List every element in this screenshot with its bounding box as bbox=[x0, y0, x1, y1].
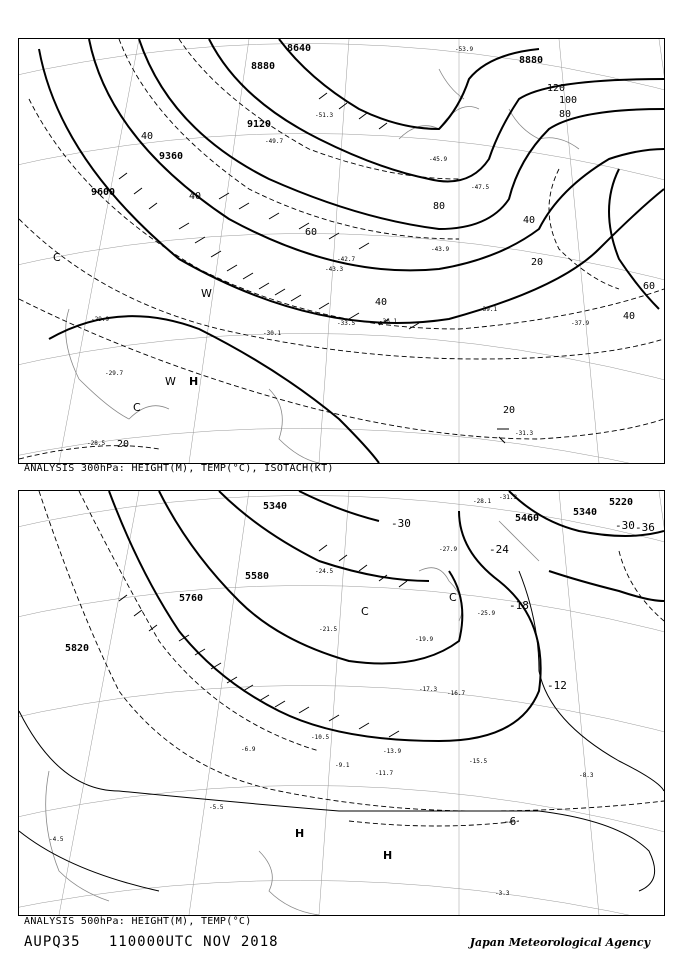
chart-code-line bbox=[24, 934, 279, 950]
isotach-label: 20 bbox=[117, 439, 130, 450]
temp-obs: -51.3 bbox=[315, 112, 334, 119]
temp-obs: -15.5 bbox=[469, 758, 488, 765]
pressure-centers bbox=[53, 251, 212, 414]
height-label: 8640 bbox=[287, 43, 312, 54]
temp-obs: -28.5 bbox=[87, 440, 106, 447]
center-h: H bbox=[189, 375, 199, 388]
temp-obs: -29.9 bbox=[91, 316, 110, 323]
graticule bbox=[19, 491, 664, 915]
height-label: 9360 bbox=[159, 151, 184, 162]
temp-contour-label: -30 bbox=[391, 517, 411, 530]
map-300hpa-svg bbox=[19, 39, 664, 463]
height-label: 5580 bbox=[245, 571, 270, 582]
temp-obs: -29.7 bbox=[105, 370, 124, 377]
agency-name: Japan Meteorological Agency bbox=[469, 936, 650, 949]
isotach-label: 20 bbox=[503, 405, 516, 416]
analysis-300hpa-map bbox=[18, 38, 665, 464]
isotach-label: 120 bbox=[547, 83, 566, 94]
temp-obs: -4.5 bbox=[49, 836, 64, 843]
temp-obs: -17.3 bbox=[419, 686, 438, 693]
temperature-dashed bbox=[39, 491, 664, 826]
height-label: 5760 bbox=[179, 593, 204, 604]
temp-obs: -6.9 bbox=[241, 746, 256, 753]
temp-obs: -5.5 bbox=[209, 804, 224, 811]
center-c: C bbox=[449, 591, 457, 604]
temp-contour-label: -12 bbox=[547, 679, 567, 692]
isotach-label: 40 bbox=[623, 311, 636, 322]
wind-barbs bbox=[119, 93, 509, 443]
isotach-label: 100 bbox=[559, 95, 578, 106]
temp-obs: -31.3 bbox=[499, 494, 518, 501]
isotach-label: 80 bbox=[559, 109, 572, 120]
height-label: 5220 bbox=[609, 497, 634, 508]
temp-contour-label: -30 bbox=[615, 519, 635, 532]
isotach-label: 40 bbox=[141, 131, 154, 142]
temp-obs: -45.9 bbox=[429, 156, 448, 163]
temp-contour-label: -24 bbox=[489, 543, 509, 556]
center-w: W bbox=[165, 375, 176, 388]
temp-obs: -11.7 bbox=[375, 770, 394, 777]
temp-obs: -49.7 bbox=[265, 138, 284, 145]
temp-obs: -24.5 bbox=[315, 568, 334, 575]
center-c: C bbox=[53, 251, 61, 264]
isotach-labels bbox=[117, 83, 655, 450]
height-label: 5340 bbox=[263, 501, 288, 512]
temp-obs: -13.9 bbox=[383, 748, 402, 755]
center-c: C bbox=[133, 401, 141, 414]
isotach-label: 40 bbox=[375, 297, 388, 308]
temp-obs: -19.9 bbox=[415, 636, 434, 643]
chart-datetime: 110000UTC NOV 2018 bbox=[108, 934, 279, 950]
temp-contour-label: -6 bbox=[503, 815, 517, 828]
temp-obs: -53.9 bbox=[455, 46, 474, 53]
height-label: 5460 bbox=[515, 513, 540, 524]
temp-obs: -9.1 bbox=[335, 762, 350, 769]
isotach-label: 80 bbox=[433, 201, 446, 212]
temp-obs: -43.9 bbox=[431, 246, 450, 253]
center-c: C bbox=[361, 605, 369, 618]
height-label: 8880 bbox=[519, 55, 544, 66]
temp-obs: -39.1 bbox=[479, 306, 498, 313]
temp-obs: -27.9 bbox=[439, 546, 458, 553]
temp-obs: -25.9 bbox=[477, 610, 496, 617]
temp-obs: -31.3 bbox=[515, 430, 534, 437]
caption-500hpa: ANALYSIS 500hPa: HEIGHT(M), TEMP(°C) bbox=[24, 916, 252, 927]
temp-obs: -28.1 bbox=[473, 498, 492, 505]
height-label: 9600 bbox=[91, 187, 116, 198]
temp-obs: -37.9 bbox=[571, 320, 590, 327]
center-h: H bbox=[295, 827, 305, 840]
temp-obs: -42.7 bbox=[337, 256, 356, 263]
isotach-label: 40 bbox=[523, 215, 536, 226]
temp-obs: -36.1 bbox=[379, 318, 398, 325]
height-label: 8880 bbox=[251, 61, 276, 72]
isotach-label: 60 bbox=[643, 281, 656, 292]
height-label: 9120 bbox=[247, 119, 272, 130]
temp-obs: -16.7 bbox=[447, 690, 466, 697]
temperature-contour-labels bbox=[391, 517, 655, 828]
temp-obs: -47.5 bbox=[471, 184, 490, 191]
temp-obs: -10.5 bbox=[311, 734, 330, 741]
isotach-label: 20 bbox=[531, 257, 544, 268]
temp-contour-label: -36 bbox=[635, 521, 655, 534]
height-labels bbox=[91, 43, 543, 198]
temp-obs: -21.5 bbox=[319, 626, 338, 633]
isotach-label: 60 bbox=[305, 227, 318, 238]
center-h: H bbox=[383, 849, 393, 862]
temp-obs: -3.3 bbox=[495, 890, 510, 897]
temp-obs: -43.3 bbox=[325, 266, 344, 273]
caption-300hpa: ANALYSIS 300hPa: HEIGHT(M), TEMP(°C), ISOTACH(KT) bbox=[24, 463, 334, 474]
temp-obs: -33.5 bbox=[337, 320, 356, 327]
height-contours bbox=[109, 491, 664, 741]
temp-obs: -8.3 bbox=[579, 772, 594, 779]
height-label: 5340 bbox=[573, 507, 598, 518]
temp-contour-label: -18 bbox=[509, 599, 529, 612]
map-500hpa-svg bbox=[19, 491, 664, 915]
height-label: 5820 bbox=[65, 643, 90, 654]
chart-code: AUPQ35 bbox=[24, 934, 81, 950]
temp-obs: -30.1 bbox=[263, 330, 282, 337]
temperature-observations bbox=[49, 494, 594, 897]
analysis-500hpa-map bbox=[18, 490, 665, 916]
isotach-label: 40 bbox=[189, 191, 202, 202]
center-w: W bbox=[201, 287, 212, 300]
